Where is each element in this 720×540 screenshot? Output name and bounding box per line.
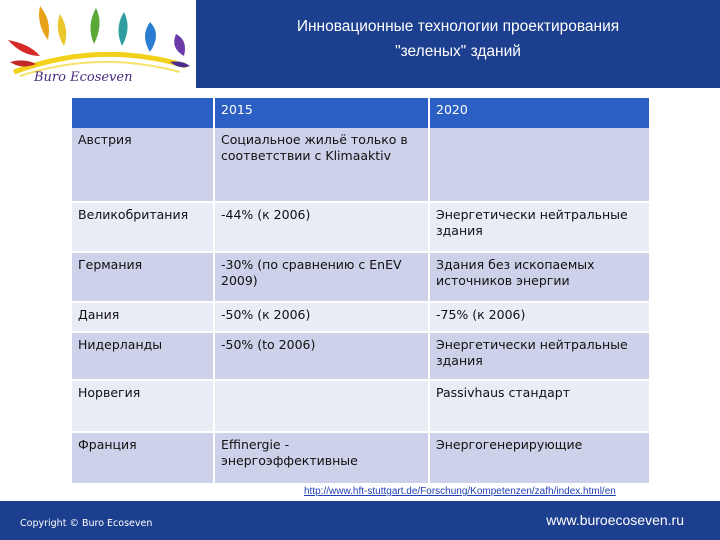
value-2015-cell: -30% (по сравнению с EnEV 2009) [214, 252, 429, 302]
value-2020-cell: Здания без ископаемых источников энергии [429, 252, 650, 302]
page-title-line-2: "зеленых" зданий [395, 43, 521, 60]
comparison-table [72, 98, 651, 485]
table-row [72, 380, 650, 432]
value-2020-cell: Энергетически нейтральные здания [429, 332, 650, 380]
website-link[interactable]: www.buroecoseven.ru [546, 512, 684, 528]
country-cell: Франция [72, 432, 214, 484]
value-2015-cell: Социальное жильё только в соответствии с Klimaaktiv [214, 128, 429, 202]
header-cell-2020: 2020 [429, 98, 650, 128]
value-2020-cell [429, 128, 650, 202]
value-2015-cell: Effinergie - энергоэффективные [214, 432, 429, 484]
table-row [72, 128, 650, 202]
table-row [72, 302, 650, 332]
value-2020-cell: Энергогенерирующие [429, 432, 650, 484]
page-title [196, 14, 720, 64]
table-row [72, 252, 650, 302]
header-cell-2015: 2015 [214, 98, 429, 128]
logo-text: Buro Ecoseven [34, 70, 133, 85]
table-row [72, 432, 650, 484]
page-title-line-1: Инновационные технологии проектирования [296, 18, 620, 35]
copyright-text: Copyright © Buro Ecoseven [20, 518, 153, 529]
footer-bar [0, 501, 720, 540]
country-cell: Нидерланды [72, 332, 214, 380]
value-2015-cell: -50% (к 2006) [214, 302, 429, 332]
value-2015-cell: -44% (к 2006) [214, 202, 429, 252]
value-2020-cell: Passivhaus стандарт [429, 380, 650, 432]
country-cell: Германия [72, 252, 214, 302]
source-link[interactable]: http://www.hft-stuttgart.de/Forschung/Kompetenzen/zafh/index.html/en [304, 486, 616, 497]
country-cell: Австрия [72, 128, 214, 202]
value-2015-cell [214, 380, 429, 432]
slide-header [196, 0, 720, 88]
country-cell: Великобритания [72, 202, 214, 252]
logo [0, 0, 196, 88]
value-2015-cell: -50% (to 2006) [214, 332, 429, 380]
country-cell: Дания [72, 302, 214, 332]
value-2020-cell: -75% (к 2006) [429, 302, 650, 332]
table-header-row [72, 98, 650, 128]
table-row [72, 202, 650, 252]
value-2020-cell: Энергетически нейтральные здания [429, 202, 650, 252]
table-row [72, 332, 650, 380]
country-cell: Норвегия [72, 380, 214, 432]
header-cell-country [72, 98, 214, 128]
